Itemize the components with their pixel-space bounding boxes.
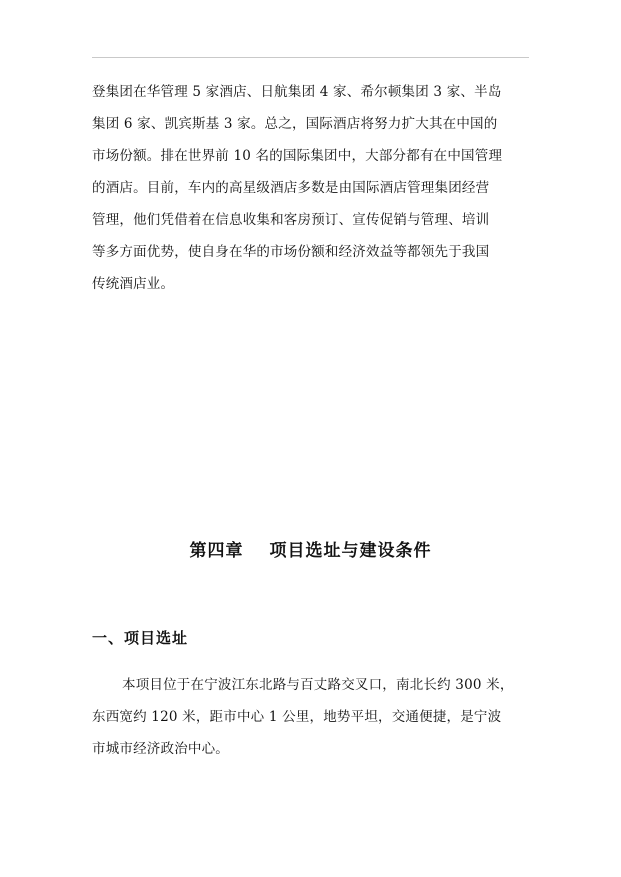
paragraph-line: 东西宽约 120 米，距市中心 1 公里，地势平坦，交通便捷，是宁波 (92, 709, 502, 725)
paragraph-line-text: 本项目位于在宁波江东北路与百丈路交叉口，南北长约 300 米， (122, 677, 514, 693)
paragraph-line: 等多方面优势，使自身在华的市场份额和经济效益等都领先于我国 (92, 244, 490, 260)
paragraph-line: 市城市经济政治中心。 (92, 741, 229, 757)
paragraph-line: 传统酒店业。 (92, 276, 175, 292)
paragraph-project-location (92, 669, 529, 765)
paragraph-line: 的酒店。目前，车内的高星级酒店多数是由国际酒店管理集团经营 (92, 180, 490, 196)
chapter-number: 第四章 (189, 541, 244, 561)
section-heading: 一、项目选址 (92, 629, 189, 647)
chapter-title: 项目选址与建设条件 (269, 541, 432, 561)
paragraph-line: 管理，他们凭借着在信息收集和客房预订、宣传促销与管理、培训 (92, 212, 490, 228)
paragraph-line: 集团 6 家、凯宾斯基 3 家。总之，国际酒店将努力扩大其在中国的 (92, 116, 498, 132)
chapter-heading (0, 536, 621, 561)
paragraph-hotel-groups (92, 76, 529, 300)
paragraph-line: 市场份额。排在世界前 10 名的国际集团中，大部分都有在中国管理 (92, 148, 503, 164)
paragraph-line: 登集团在华管理 5 家酒店、日航集团 4 家、希尔顿集团 3 家、半岛 (92, 84, 502, 100)
paragraph-line (92, 669, 529, 701)
header-divider (92, 57, 529, 58)
